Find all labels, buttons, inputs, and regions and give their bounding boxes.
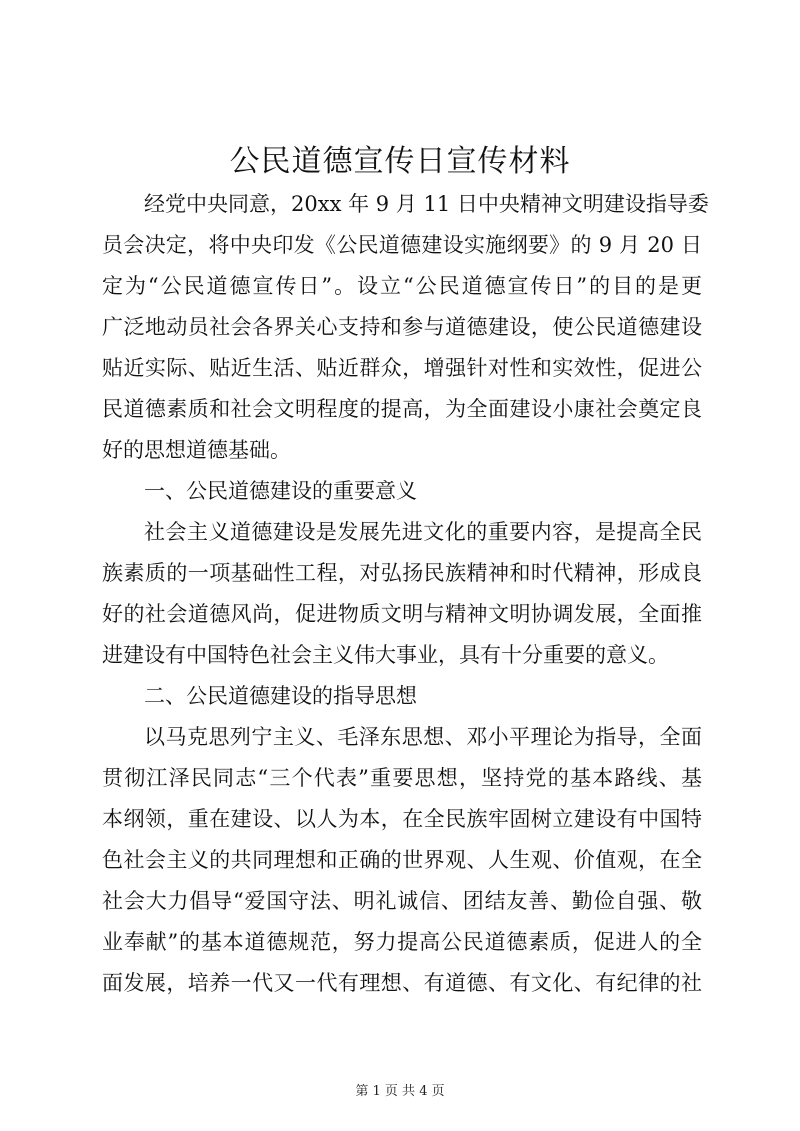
text-line: 民道德素质和社会文明程度的提高，为全面建设小康社会奠定良: [102, 397, 702, 421]
text-line: 族素质的一项基础性工程，对弘扬民族精神和时代精神，形成良: [102, 561, 702, 585]
text-line: 进建设有中国特色社会主义伟大事业，具有十分重要的意义。: [102, 643, 669, 667]
text-line: 二、公民道德建设的指导思想: [144, 684, 417, 708]
text-line: 好的社会道德风尚，促进物质文明与精神文明协调发展，全面推: [102, 602, 702, 626]
text-line: 面发展，培养一代又一代有理想、有道德、有文化、有纪律的社: [102, 971, 702, 995]
text-line: 员会决定，将中央印发《公民道德建设实施纲要》的 9 月 20 日: [102, 233, 702, 257]
document-body: [102, 184, 709, 1004]
text-line: 以马克思列宁主义、毛泽东思想、邓小平理论为指导，全面: [144, 725, 702, 749]
text-line: 好的思想道德基础。: [102, 438, 291, 462]
text-line: 社会主义道德建设是发展先进文化的重要内容，是提高全民: [144, 520, 702, 544]
text-line: 经党中央同意，20xx 年 9 月 11 日中央精神文明建设指导委: [144, 192, 709, 216]
page-footer: 第 1 页 共 4 页: [355, 1084, 445, 1099]
text-line: 本纲领，重在建设、以人为本，在全民族牢固树立建设有中国特: [102, 807, 702, 831]
text-line: 广泛地动员社会各界关心支持和参与道德建设，使公民道德建设: [102, 315, 702, 339]
document-title: 公民道德宣传日宣传材料: [229, 144, 571, 179]
text-line: 一、公民道德建设的重要意义: [144, 479, 417, 503]
text-line: 贯彻江泽民同志“三个代表”重要思想，坚持党的基本路线、基: [102, 766, 702, 790]
text-line: 贴近实际、贴近生活、贴近群众，增强针对性和实效性，促进公: [102, 356, 702, 380]
text-line: 业奉献”的基本道德规范，努力提高公民道德素质，促进人的全: [102, 930, 702, 954]
text-line: 定为“公民道德宣传日”。设立“公民道德宣传日”的目的是更: [102, 274, 702, 298]
text-line: 色社会主义的共同理想和正确的世界观、人生观、价值观，在全: [102, 848, 702, 872]
text-line: 社会大力倡导“爱国守法、明礼诚信、团结友善、勤俭自强、敬: [102, 889, 702, 913]
